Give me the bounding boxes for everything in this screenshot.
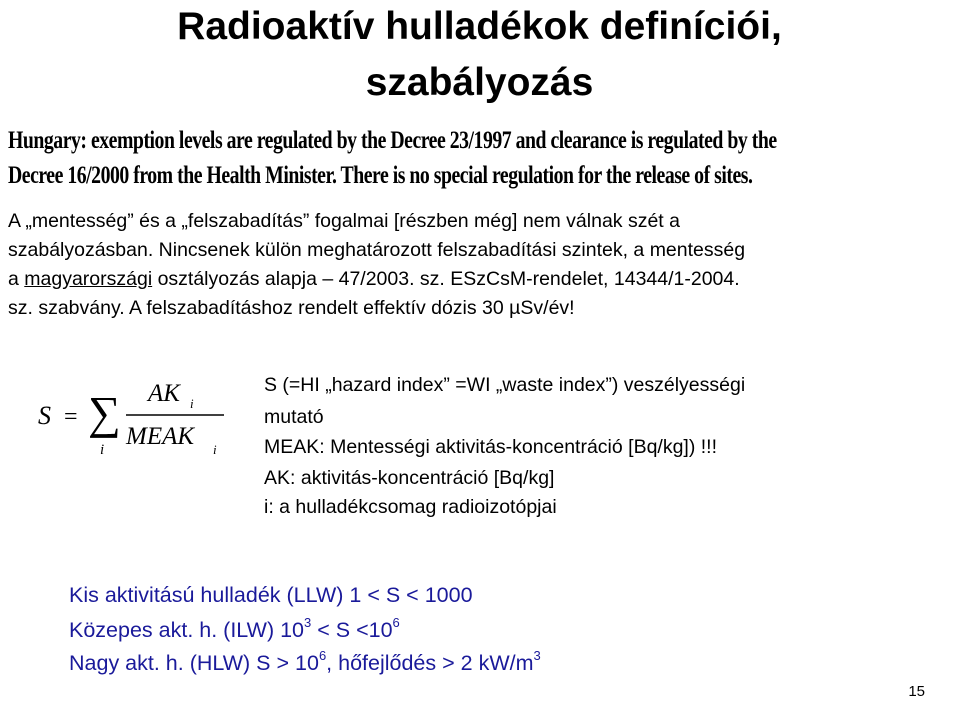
definition-line-3: MEAK: Mentességi aktivitás-koncentráció [Bq/kg]) !!! (264, 436, 718, 458)
definition-line-2: mutató (264, 406, 324, 428)
sum-symbol-icon: ∑ (88, 387, 121, 438)
class-ilw (69, 615, 400, 645)
class-hlw (69, 648, 541, 678)
formula-lhs: S (38, 401, 51, 430)
slide-title-line-2: szabályozás (365, 61, 594, 104)
class-ilw-exp-1: 3 (304, 614, 312, 630)
class-hlw-exp-1: 6 (318, 647, 327, 663)
formula-numerator-sub: i (190, 396, 194, 411)
hazard-index-formula (38, 372, 228, 462)
class-ilw-exp-2: 6 (392, 614, 400, 630)
paragraph-line-3 (8, 265, 948, 294)
class-ilw-start: Közepes akt. h. (ILW) 10 (69, 618, 305, 642)
paragraph-line-2: szabályozásban. Nincsenek külön meghatározott felszabadítási szintek, a mentesség (8, 239, 746, 261)
underlined-word: magyarországi (24, 268, 153, 290)
paragraph-line-4: sz. szabvány. A felszabadításhoz rendelt effektív dózis 30 µSv/év! (8, 297, 575, 319)
definition-line-4: AK: aktivitás-koncentráció [Bq/kg] (264, 467, 555, 489)
formula-denominator: MEAK (126, 423, 195, 450)
class-hlw-start: Nagy akt. h. (HLW) S > 10 (69, 651, 319, 675)
formula-denominator-sub: i (213, 442, 217, 457)
definition-line-1: S (=HI „hazard index” =WI „waste index”) veszélyességi (264, 374, 746, 396)
paragraph-line-3-start: a (8, 268, 25, 290)
scanned-note-line-2: Decree 16/2000 from the Health Minister. There is no special regulation for the release of sites. (8, 162, 753, 189)
formula-sum-index: i (100, 442, 105, 458)
class-llw: Kis aktivitású hulladék (LLW) 1 < S < 1000 (69, 583, 473, 607)
definition-line-5: i: a hulladékcsomag radioizotópjai (264, 496, 557, 518)
class-hlw-mid: , hőfejlődés > 2 kW/m (326, 651, 534, 675)
slide-title-line-1: Radioaktív hulladékok definíciói, (177, 5, 782, 48)
formula-equals: = (64, 404, 78, 430)
scanned-note-line-1: Hungary: exemption levels are regulated by the Decree 23/1997 and clearance is regulated by the (8, 127, 777, 154)
paragraph-line-1: A „mentesség” és a „felszabadítás” fogalmai [részben még] nem válnak szét a (8, 210, 680, 232)
page-number: 15 (908, 683, 925, 700)
class-ilw-mid: < S <10 (311, 618, 393, 642)
formula-numerator: AK (148, 380, 180, 407)
paragraph-line-3-rest: osztályozás alapja – 47/2003. sz. ESzCsM-rendelet, 14344/1-2004. (152, 268, 740, 290)
class-hlw-exp-2: 3 (533, 647, 541, 663)
